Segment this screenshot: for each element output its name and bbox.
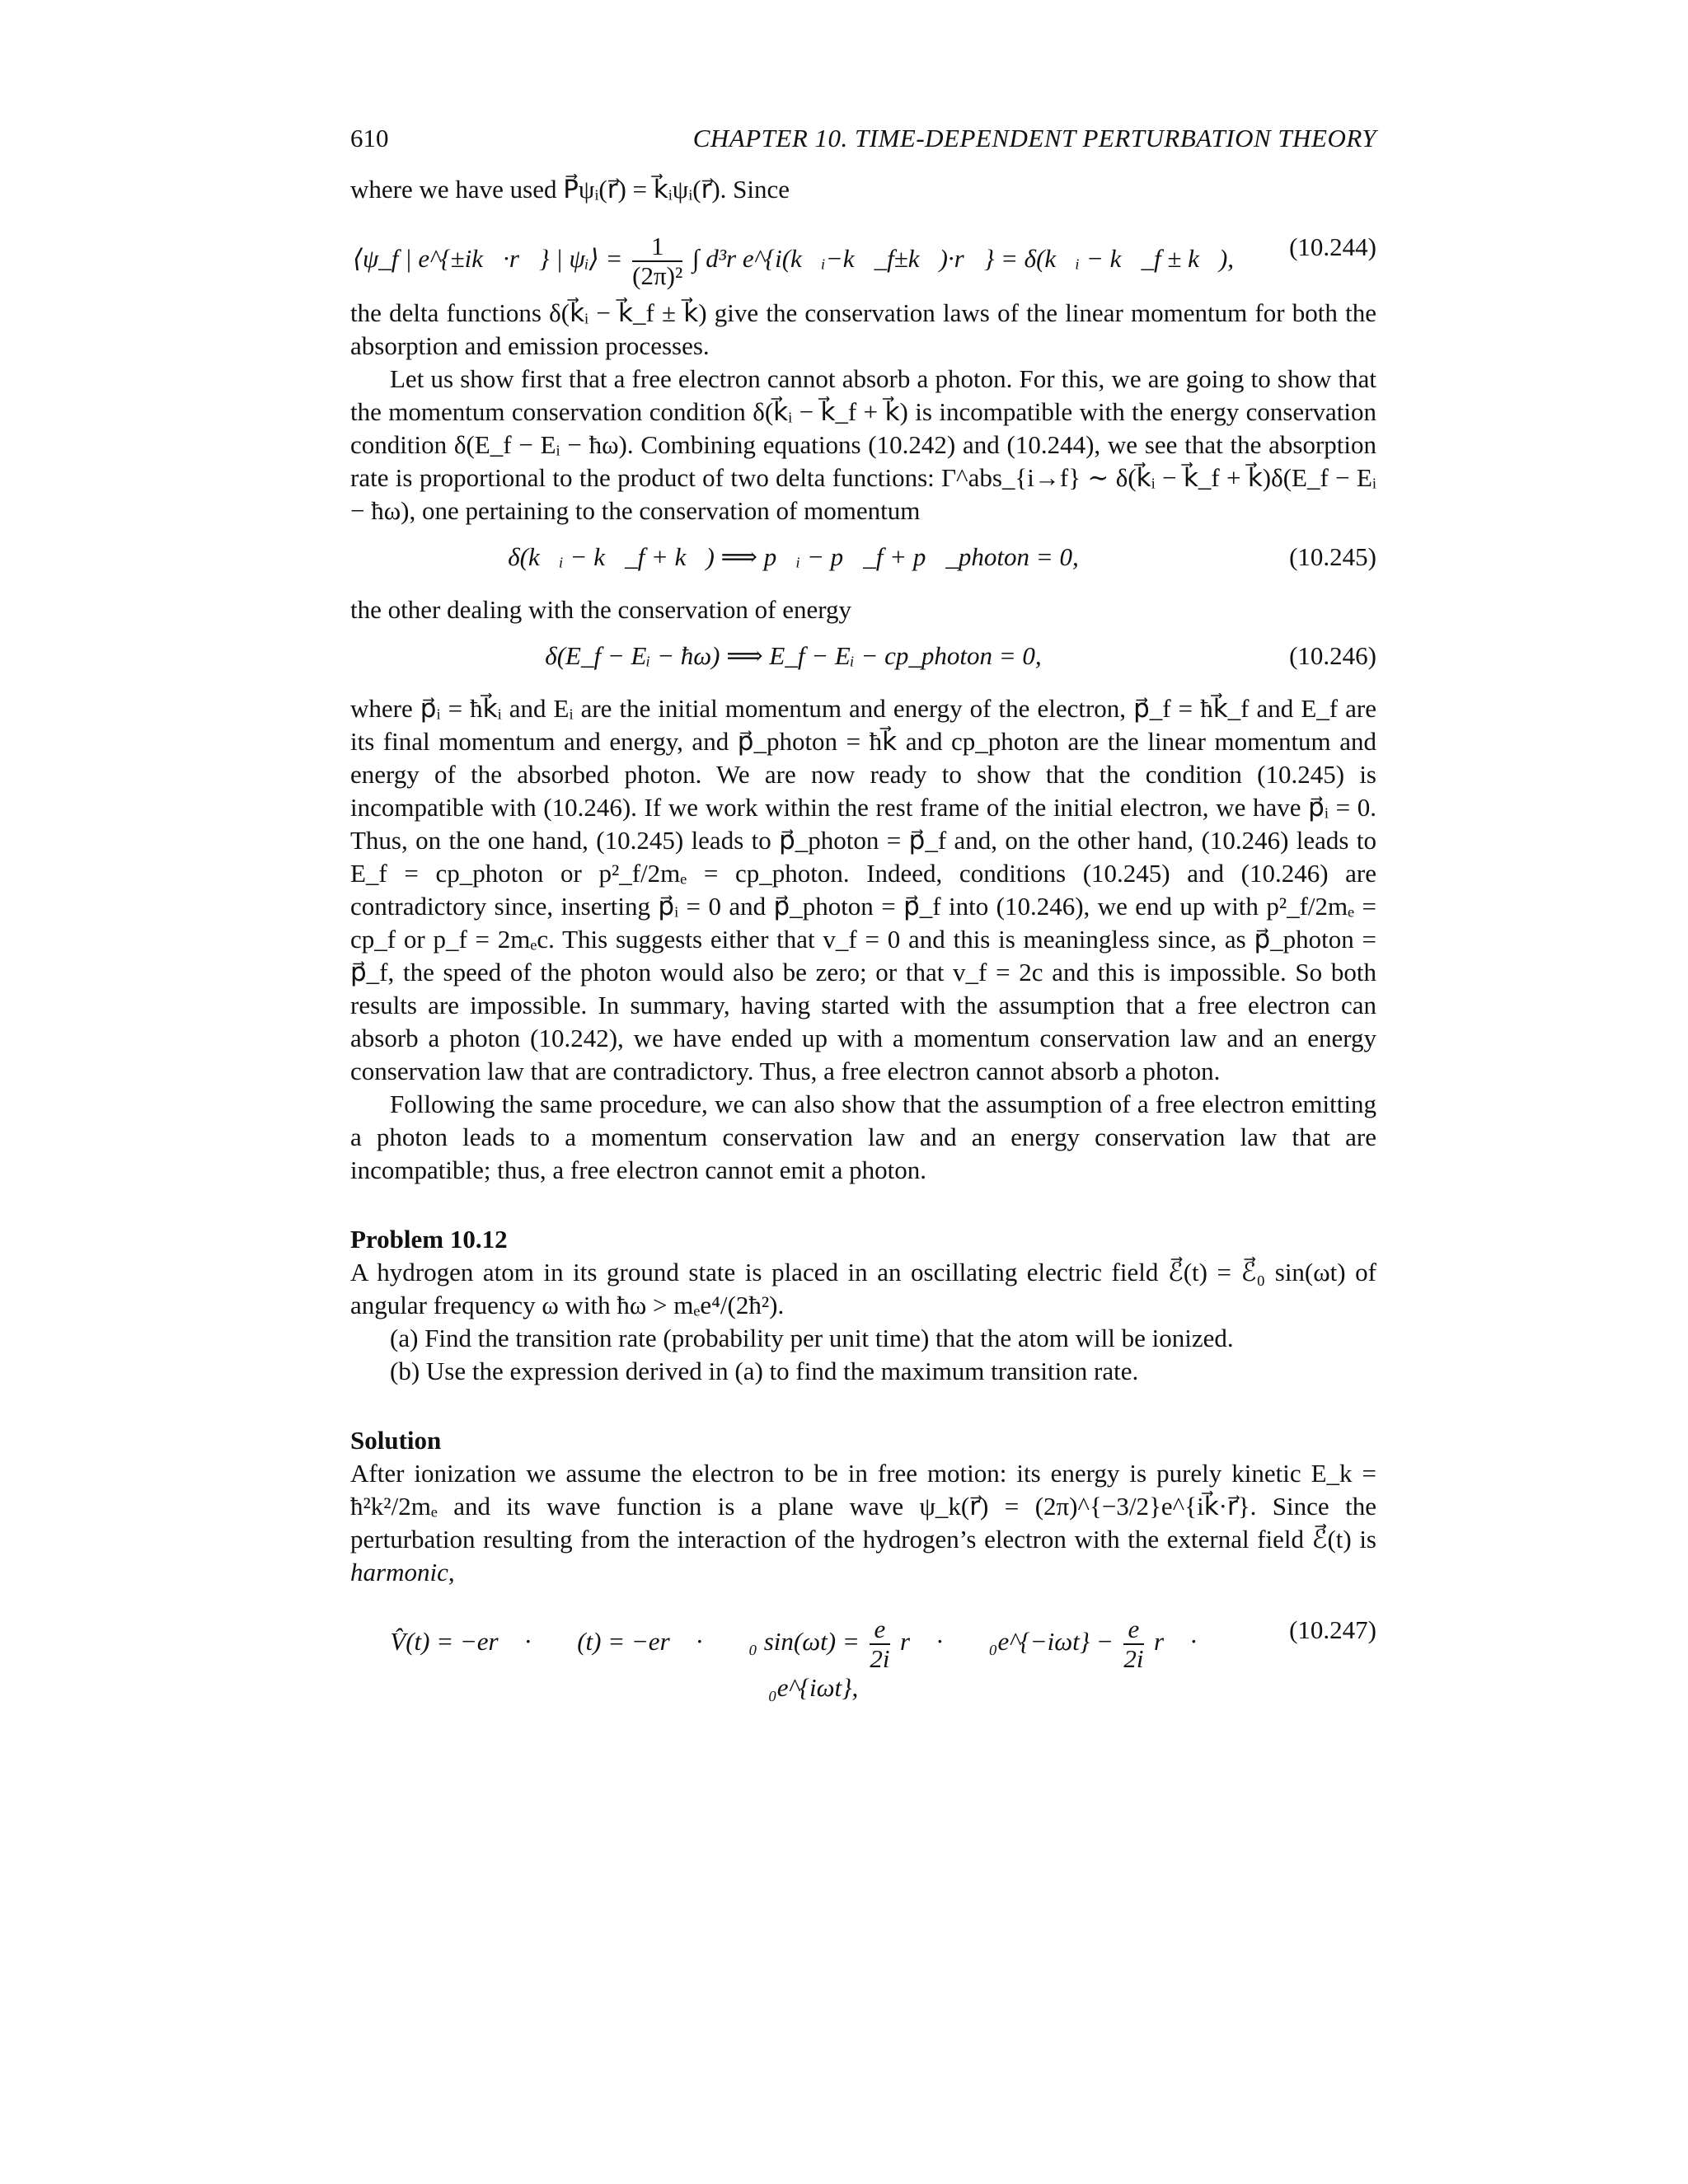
equation-10-246: [350, 626, 1376, 692]
solution-text-emphasis: harmonic: [350, 1558, 448, 1586]
problem-part-b: (b) Use the expression derived in (a) to find the maximum transition rate.: [390, 1357, 1139, 1385]
eq247-denominator-1: 2i: [870, 1644, 890, 1673]
equation-10-247: [350, 1589, 1376, 1702]
running-header: [350, 124, 1376, 173]
solution-text-main: After ionization we assume the electron to be in free motion: its energy is purely kinetic E_k = ħ²k²/2mₑ and its wave function is a plane wave ψ_k(r⃗) = (2π)^{−3/2}e^{ik⃗·r⃗}. Since the perturbation resulting from the interaction of the hydrogen’s electron with the external field ℰ⃗(t) is: [350, 1459, 1376, 1554]
chapter-title: CHAPTER 10. TIME-DEPENDENT PERTURBATION THEORY: [692, 124, 1376, 152]
paragraph-emission: Following the same procedure, we can also show that the assumption of a free electron emitting a photon leads to a momentum conservation law and an energy conservation law that are incompatible; thus, a free electron cannot emit a photon.: [350, 1090, 1376, 1184]
eq247-middle: r⃗ · ℰ⃗₀e^{−iωt} −: [900, 1627, 1114, 1657]
solution-heading: Solution: [350, 1426, 442, 1455]
paragraph-delta: the delta functions δ(k⃗ᵢ − k⃗_f ± k⃗) give the conservation laws of the linear momentum for both the absorption and emission processes.: [350, 298, 1376, 360]
paragraph-intro: where we have used P⃗ψᵢ(r⃗) = k⃗ᵢψᵢ(r⃗). Since: [350, 175, 790, 204]
eq244-lhs: ⟨ψ_f | e^{±ik⃗·r⃗} | ψᵢ⟩ =: [352, 244, 623, 274]
eq246-body: δ(E_f − Eᵢ − ħω) ⟹ E_f − Eᵢ − cp_photon = 0,: [545, 641, 1042, 670]
solution-text-end: ,: [448, 1558, 455, 1586]
eq247-denominator-2: 2i: [1123, 1644, 1144, 1673]
eq244-fraction: [632, 232, 682, 290]
eq247-rhs: r⃗ · ℰ⃗₀e^{iωt},: [728, 1627, 1197, 1702]
eq247-numerator-1: e: [870, 1615, 891, 1645]
page-number: 610: [350, 124, 389, 152]
problem-statement: A hydrogen atom in its ground state is placed in an oscillating electric field ℰ⃗(t) = ℰ⃗₀ sin(ωt) of angular frequency ω with ħω > mₑe⁴/(2ħ²).: [350, 1258, 1376, 1319]
paragraph-absorption: Let us show first that a free electron cannot absorb a photon. For this, we are going to show that the momentum conservation condition δ(k⃗ᵢ − k⃗_f + k⃗) is incompatible with the energy conservation condition δ(E_f − Eᵢ − ħω). Combining equations (10.242) and (10.244), we see that the absorption rate is proportional to the product of two delta functions: Γ^abs_{i→f} ∼ δ(k⃗ᵢ − k⃗_f + k⃗)δ(E_f − Eᵢ − ħω), one pertaining to the conservation of momentum: [350, 364, 1376, 525]
eq247-fraction-1: [870, 1615, 891, 1673]
equation-10-245: [350, 527, 1376, 593]
equation-10-244: [350, 206, 1376, 297]
eq244-rhs: ∫ d³r e^{i(k⃗ᵢ−k⃗_f±k⃗)·r⃗} = δ(k⃗ᵢ − k⃗_f ± k⃗),: [692, 244, 1235, 274]
paragraph-energy: the other dealing with the conservation of energy: [350, 595, 852, 624]
equation-number: (10.245): [1289, 542, 1376, 571]
eq247-lhs: V̂(t) = −er⃗ · ℰ⃗(t) = −er⃗ · ℰ⃗₀ sin(ωt) =: [390, 1627, 860, 1657]
eq244-denominator: (2π)²: [632, 261, 683, 290]
problem-part-a: (a) Find the transition rate (probability per unit time) that the atom will be ionized.: [390, 1324, 1234, 1352]
solution-text: [350, 1457, 1376, 1589]
eq247-fraction-2: [1123, 1615, 1145, 1673]
eq245-body: δ(k⃗ᵢ − k⃗_f + k⃗) ⟹ p⃗ᵢ − p⃗_f + p⃗_photon = 0,: [508, 542, 1079, 571]
eq247-numerator-2: e: [1123, 1615, 1145, 1645]
eq244-numerator: 1: [632, 232, 682, 262]
paragraph-argument: where p⃗ᵢ = ħk⃗ᵢ and Eᵢ are the initial momentum and energy of the electron, p⃗_f = ħk⃗_f and E_f are its final momentum and energy, and p⃗_photon = ħk⃗ and cp_photon are the linear momentum and energy of the absorbed photon. We are now ready to show that the condition (10.245) is incompatible with (10.246). If we work within the rest frame of the initial electron, we have p⃗ᵢ = 0. Thus, on the one hand, (10.245) leads to p⃗_photon = p⃗_f and, on the other hand, (10.246) leads to E_f = cp_photon or p²_f/2mₑ = cp_photon. Indeed, conditions (10.245) and (10.246) are contradictory since, inserting p⃗ᵢ = 0 and p⃗_photon = p⃗_f into (10.246), we end up with p²_f/2mₑ = cp_f or p_f = 2mₑc. This suggests either that v_f = 0 and this is meaningless since, as p⃗_photon = p⃗_f, the speed of the photon would also be zero; or that v_f = 2c and this is impossible. So both results are impossible. In summary, having started with the assumption that a free electron can absorb a photon (10.242), we have ended up with a momentum conservation law and an energy conservation law that are contradictory. Thus, a free electron cannot absorb a photon.: [350, 694, 1376, 1085]
equation-number: (10.244): [1289, 232, 1376, 261]
page: [350, 124, 1376, 1702]
equation-number: (10.247): [1289, 1615, 1376, 1644]
equation-number: (10.246): [1289, 641, 1376, 670]
problem-heading: Problem 10.12: [350, 1225, 508, 1254]
